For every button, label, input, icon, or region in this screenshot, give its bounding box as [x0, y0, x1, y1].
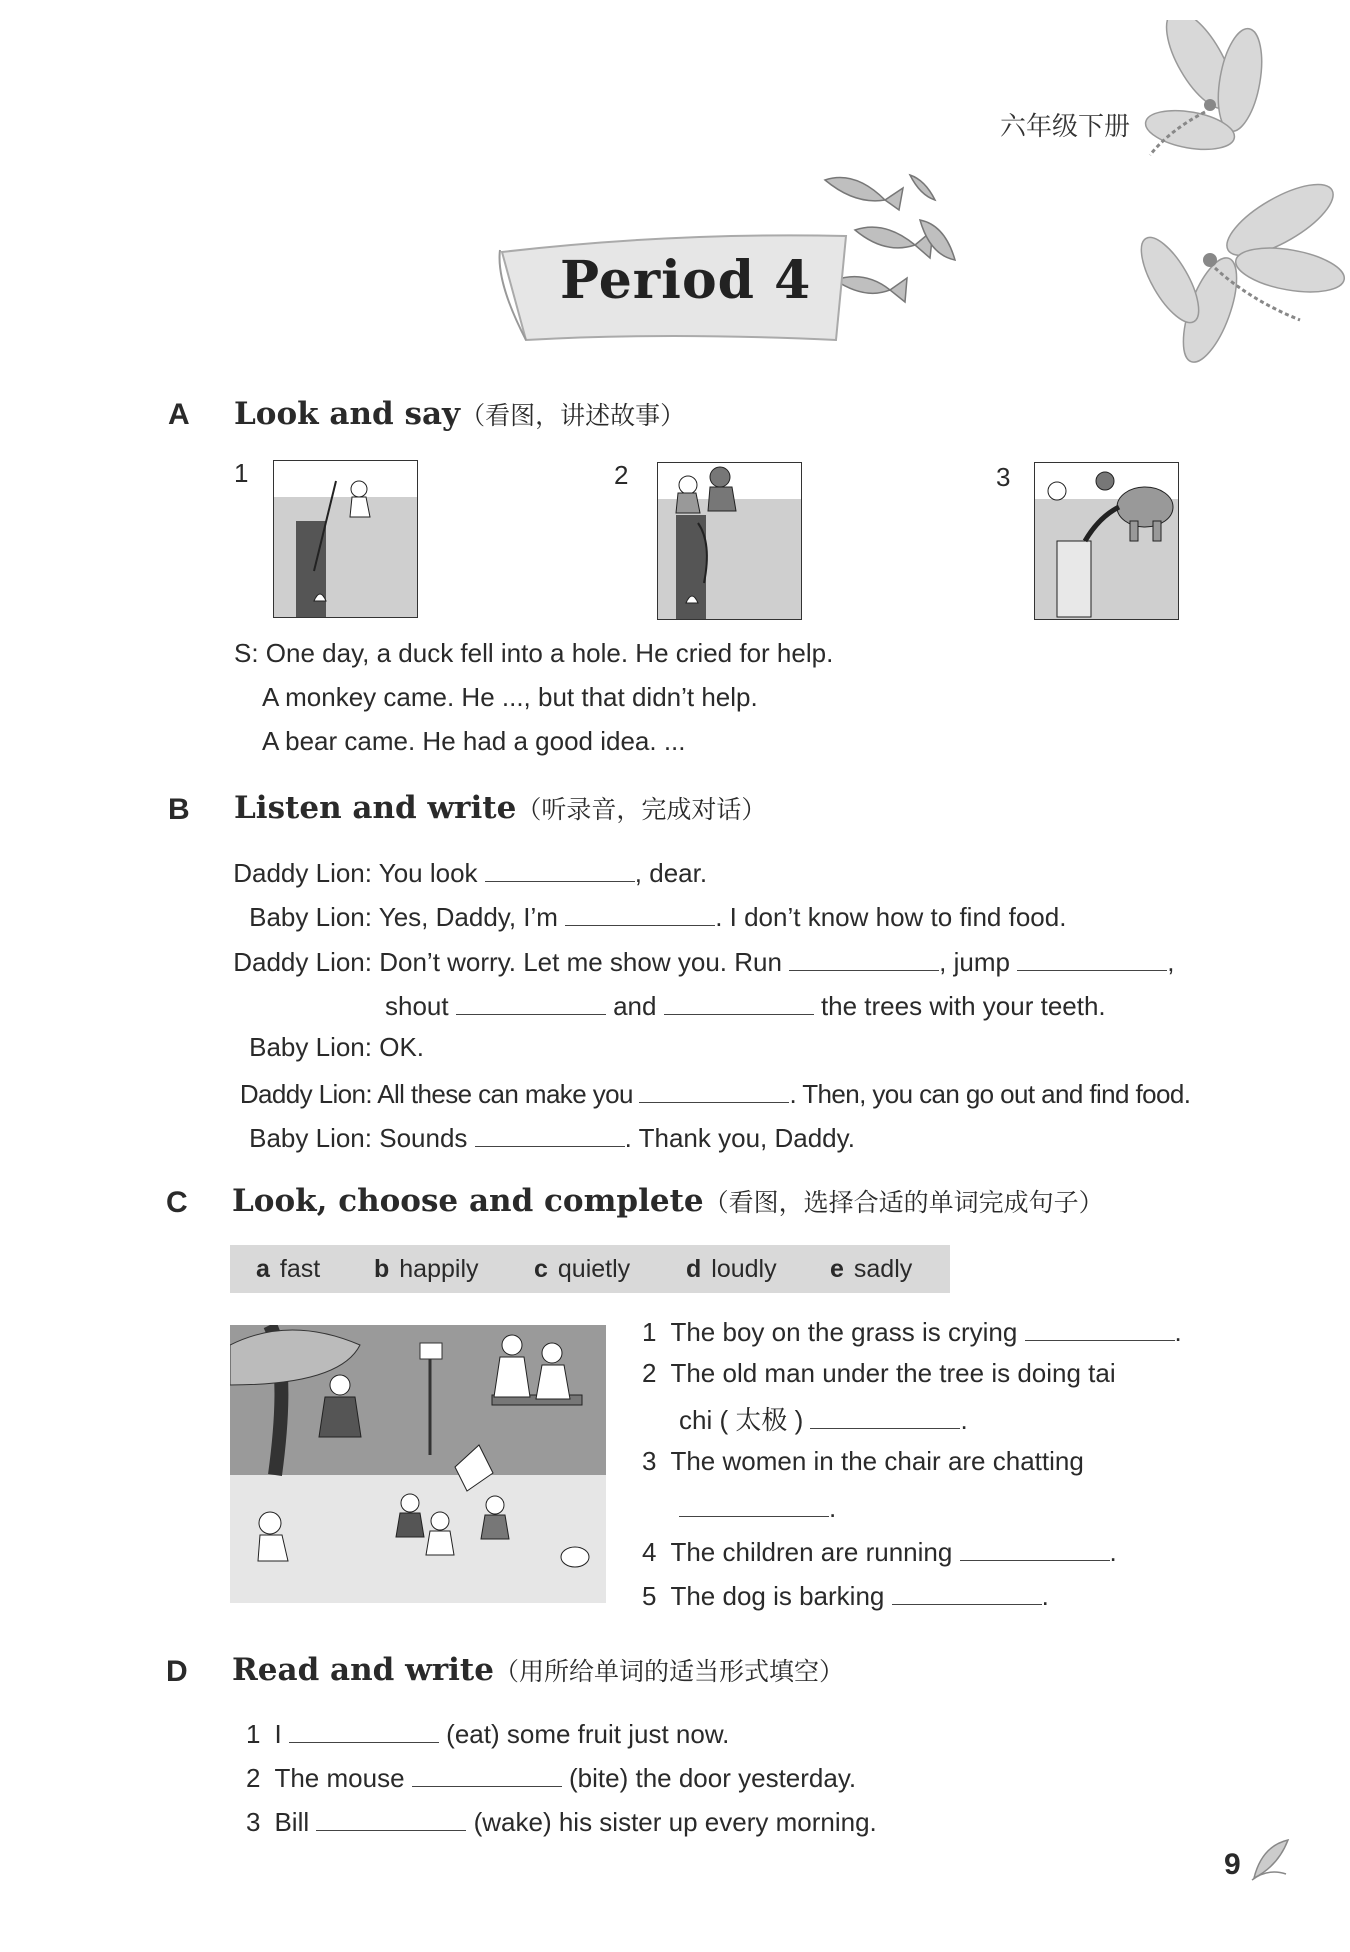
- sentence-2: [642, 1360, 1116, 1386]
- sentence-number: 2: [642, 1358, 657, 1388]
- dialogue-text: Don’t worry. Let me show you. Run: [379, 947, 782, 977]
- dialogue-text: and: [613, 991, 657, 1021]
- dialogue-text: shout: [385, 991, 449, 1021]
- section-b-title: [234, 790, 766, 826]
- page-number: 9: [1224, 1848, 1241, 1881]
- sentence-text: The children are running: [670, 1537, 953, 1567]
- story-line-1: S: One day, a duck fell into a hole. He cried for help.: [234, 638, 834, 668]
- sentence-text: The women in the chair are chatting: [670, 1446, 1084, 1476]
- sentence-1: [642, 1316, 1182, 1345]
- section-a-heading: Look and say: [234, 396, 461, 432]
- sentence-number: 3: [642, 1446, 657, 1476]
- sentence-number: 1: [642, 1317, 657, 1347]
- word-option[interactable]: b happily: [374, 1255, 479, 1283]
- dialogue-text: OK.: [379, 1032, 425, 1062]
- section-d-subtitle: （用所给单词的适当形式填空）: [493, 1657, 844, 1686]
- answer-blank[interactable]: [960, 1536, 1110, 1561]
- dialogue-line: [230, 1078, 1190, 1107]
- speaker-baby: Baby Lion:: [249, 902, 372, 932]
- story-picture-3: [1034, 462, 1179, 620]
- answer-blank[interactable]: [316, 1806, 466, 1831]
- section-c-title: [232, 1183, 1104, 1219]
- dialogue-line: [230, 1034, 424, 1060]
- answer-blank[interactable]: [664, 990, 814, 1015]
- item-text: (bite) the door yesterday.: [569, 1763, 857, 1793]
- dialogue-text: You look: [378, 858, 478, 888]
- sentence-4: [642, 1536, 1117, 1565]
- section-b-letter: B: [168, 793, 190, 826]
- sentence-3-cont: [679, 1492, 836, 1521]
- dragonfly-icon: [1130, 20, 1350, 400]
- speaker-daddy: Daddy Lion:: [239, 1079, 372, 1109]
- park-scene-picture: [230, 1325, 606, 1603]
- section-d-heading: Read and write: [232, 1652, 494, 1688]
- item-text: The mouse: [274, 1763, 405, 1793]
- sentence-3: [642, 1448, 1084, 1474]
- answer-blank[interactable]: [892, 1580, 1042, 1605]
- dialogue-text: , dear.: [634, 858, 708, 888]
- exercise-item-3: [246, 1806, 877, 1835]
- dialogue-line: [230, 857, 707, 886]
- word-option[interactable]: a fast: [256, 1255, 321, 1283]
- section-b-subtitle: （听录音，完成对话）: [516, 795, 767, 824]
- section-d-letter: D: [166, 1655, 188, 1688]
- story-picture-2: [657, 462, 802, 620]
- dialogue-text: the trees with your teeth.: [820, 991, 1106, 1021]
- picture-number: 2: [614, 460, 629, 490]
- leaf-icon: [1248, 1838, 1292, 1884]
- picture-number: 1: [234, 458, 249, 488]
- dialogue-text: . I don’t know how to find food.: [715, 902, 1067, 932]
- dialogue-text: Sounds: [379, 1123, 468, 1153]
- exercise-item-2: [246, 1762, 856, 1791]
- section-a-letter: A: [168, 398, 190, 431]
- dialogue-text: ,: [1167, 947, 1175, 977]
- dialogue-line: [230, 1122, 855, 1151]
- section-d-title: [232, 1652, 844, 1688]
- word-option[interactable]: e sadly: [830, 1255, 913, 1283]
- dialogue-text: . Thank you, Daddy.: [624, 1123, 855, 1153]
- item-text: (eat) some fruit just now.: [446, 1719, 730, 1749]
- section-b-heading: Listen and write: [234, 790, 517, 826]
- sentence-text: The old man under the tree is doing tai: [670, 1358, 1116, 1388]
- answer-blank[interactable]: [289, 1718, 439, 1743]
- section-c-heading: Look, choose and complete: [232, 1183, 704, 1219]
- story-line-2: A monkey came. He ..., but that didn’t help.: [262, 682, 758, 712]
- period-title: Period 4: [560, 250, 812, 311]
- item-number: 2: [246, 1763, 261, 1793]
- answer-blank[interactable]: [565, 901, 715, 926]
- answer-blank[interactable]: [810, 1404, 960, 1429]
- dialogue-line: [230, 946, 1174, 975]
- story-line-3: A bear came. He had a good idea. ...: [262, 726, 686, 756]
- answer-blank[interactable]: [475, 1122, 625, 1147]
- sentence-end: .: [1174, 1317, 1182, 1347]
- dialogue-text: Yes, Daddy, I’m: [378, 902, 558, 932]
- dialogue-line: [230, 901, 1066, 930]
- speaker-baby: Baby Lion:: [249, 1032, 372, 1062]
- word-option[interactable]: c quietly: [534, 1255, 631, 1283]
- exercise-item-1: [246, 1718, 729, 1747]
- sentence-end: .: [960, 1405, 968, 1435]
- sentence-text: The dog is barking: [670, 1581, 885, 1611]
- answer-blank[interactable]: [412, 1762, 562, 1787]
- answer-blank[interactable]: [485, 857, 635, 882]
- item-text: Bill: [274, 1807, 310, 1837]
- answer-blank[interactable]: [456, 990, 606, 1015]
- sentence-end: .: [1109, 1537, 1117, 1567]
- story-picture-1: [273, 460, 418, 618]
- dialogue-line: [385, 990, 1106, 1019]
- answer-blank[interactable]: [1017, 946, 1167, 971]
- sentence-text: chi ( 太极 ): [679, 1405, 804, 1435]
- section-c-letter: C: [166, 1186, 188, 1219]
- speaker-baby: Baby Lion:: [249, 1123, 372, 1153]
- item-number: 1: [246, 1719, 261, 1749]
- speaker-daddy: Daddy Lion:: [233, 947, 372, 977]
- sentence-5: [642, 1580, 1049, 1609]
- section-a-title: [234, 396, 685, 432]
- answer-blank[interactable]: [789, 946, 939, 971]
- grade-label: 六年级下册: [1000, 111, 1131, 141]
- item-number: 3: [246, 1807, 261, 1837]
- section-c-subtitle: （看图，选择合适的单词完成句子）: [703, 1188, 1104, 1217]
- item-text: I: [274, 1719, 282, 1749]
- word-option[interactable]: d loudly: [686, 1255, 777, 1283]
- answer-blank[interactable]: [639, 1078, 789, 1103]
- sentence-text: The boy on the grass is crying: [670, 1317, 1018, 1347]
- sentence-number: 4: [642, 1537, 657, 1567]
- section-a-subtitle: （看图，讲述故事）: [460, 401, 686, 430]
- answer-blank[interactable]: [1025, 1316, 1175, 1341]
- picture-number: 3: [996, 462, 1011, 492]
- sentence-number: 5: [642, 1581, 657, 1611]
- speaker-daddy: Daddy Lion:: [233, 858, 372, 888]
- word-bank: [230, 1245, 950, 1293]
- dialogue-text: All these can make you: [377, 1079, 633, 1109]
- dialogue-text: . Then, you can go out and find food.: [789, 1079, 1191, 1109]
- answer-blank[interactable]: [679, 1492, 829, 1517]
- sentence-2-cont: [679, 1404, 968, 1433]
- dialogue-text: , jump: [939, 947, 1010, 977]
- sentence-end: .: [829, 1493, 837, 1523]
- item-text: (wake) his sister up every morning.: [473, 1807, 877, 1837]
- sentence-end: .: [1041, 1581, 1049, 1611]
